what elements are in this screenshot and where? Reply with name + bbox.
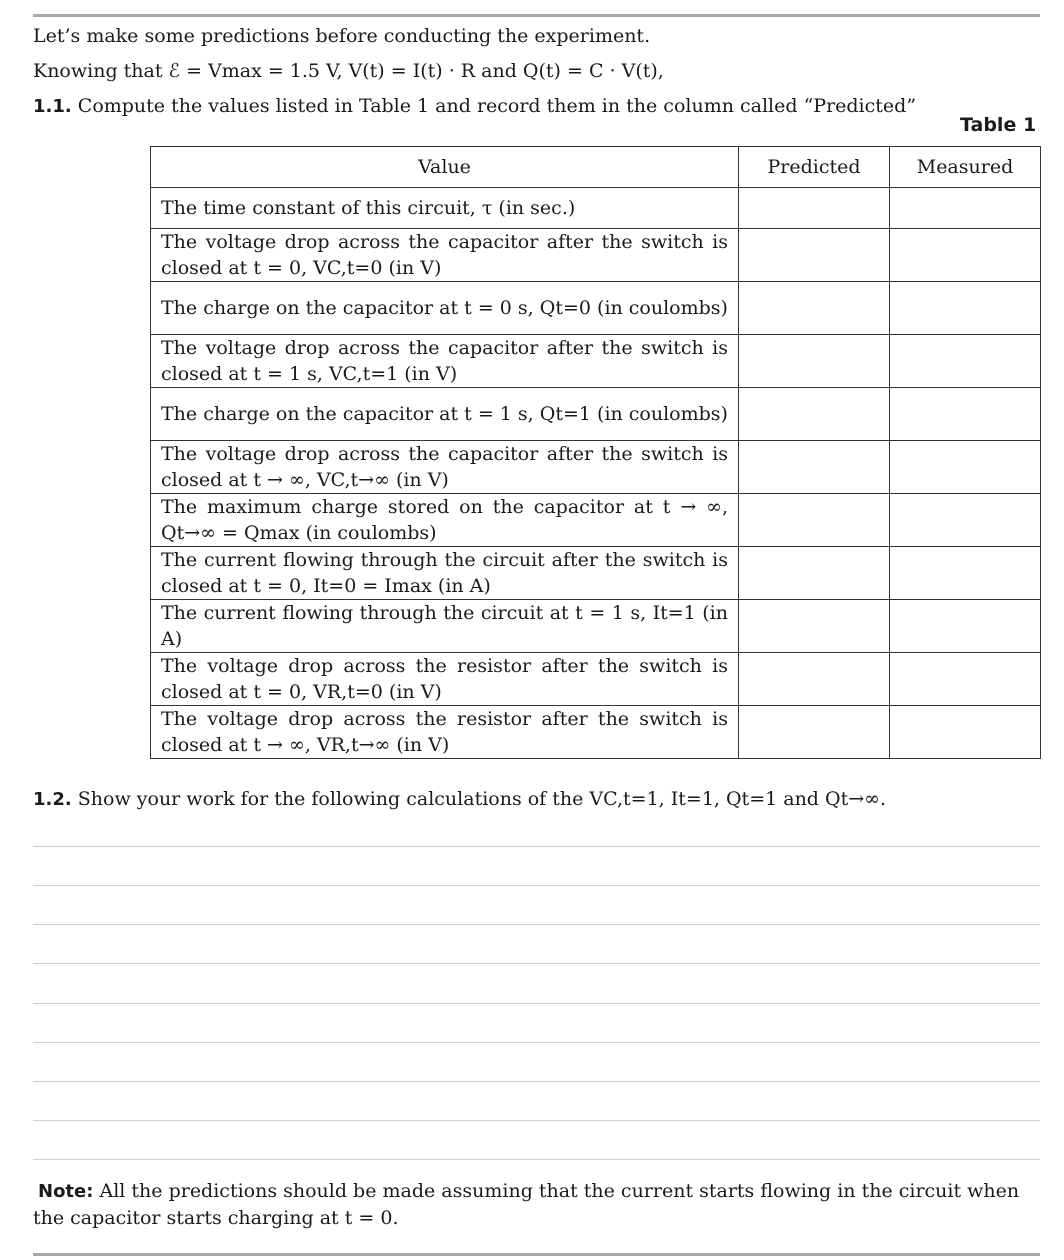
question-1-1 bbox=[33, 95, 916, 117]
table-row bbox=[151, 547, 1041, 600]
table-row bbox=[151, 188, 1041, 229]
measured-cell[interactable] bbox=[890, 494, 1041, 547]
note-text: All the predictions should be made assuming that the current starts flowing in the circuit when the capacitor starts charging at t = 0. bbox=[33, 1180, 1020, 1229]
bottom-rule bbox=[33, 1253, 1040, 1256]
measured-cell[interactable] bbox=[890, 388, 1041, 441]
measured-cell[interactable] bbox=[890, 282, 1041, 335]
row-description: The voltage drop across the capacitor after the switch is closed at t = 0, VC,t=0 (in V) bbox=[151, 229, 739, 282]
row-description: The voltage drop across the resistor after the switch is closed at t → ∞, VR,t→∞ (in V) bbox=[151, 706, 739, 759]
intro-line-1: Let’s make some predictions before conducting the experiment. bbox=[33, 25, 651, 47]
writing-line[interactable] bbox=[33, 846, 1040, 847]
writing-line[interactable] bbox=[33, 1042, 1040, 1043]
table-row bbox=[151, 388, 1041, 441]
writing-line[interactable] bbox=[33, 1159, 1040, 1160]
predicted-cell[interactable] bbox=[739, 229, 890, 282]
question-1-2-text: Show your work for the following calculations of the VC,t=1, It=1, Qt=1 and Qt→∞. bbox=[77, 788, 887, 810]
table-row bbox=[151, 600, 1041, 653]
measured-cell[interactable] bbox=[890, 706, 1041, 759]
predicted-cell[interactable] bbox=[739, 494, 890, 547]
note-label: Note: bbox=[38, 1181, 94, 1202]
top-rule bbox=[33, 14, 1040, 17]
question-1-2-label: 1.2. bbox=[33, 789, 72, 810]
question-1-1-text: Compute the values listed in Table 1 and record them in the column called “Predicted” bbox=[77, 95, 917, 117]
predicted-cell[interactable] bbox=[739, 600, 890, 653]
table-row bbox=[151, 335, 1041, 388]
measured-cell[interactable] bbox=[890, 547, 1041, 600]
writing-line[interactable] bbox=[33, 1120, 1040, 1121]
note bbox=[33, 1178, 1043, 1232]
measured-cell[interactable] bbox=[890, 188, 1041, 229]
row-description: The voltage drop across the capacitor after the switch is closed at t = 1 s, VC,t=1 (in V) bbox=[151, 335, 739, 388]
predicted-cell[interactable] bbox=[739, 441, 890, 494]
measured-cell[interactable] bbox=[890, 229, 1041, 282]
writing-line[interactable] bbox=[33, 963, 1040, 964]
header-value: Value bbox=[151, 147, 739, 188]
row-description: The voltage drop across the resistor after the switch is closed at t = 0, VR,t=0 (in V) bbox=[151, 653, 739, 706]
row-description: The maximum charge stored on the capacitor at t → ∞, Qt→∞ = Qmax (in coulombs) bbox=[151, 494, 739, 547]
predictions-table bbox=[150, 146, 1041, 759]
question-1-2 bbox=[33, 788, 886, 810]
row-description: The current flowing through the circuit after the switch is closed at t = 0, It=0 = Imax (in A) bbox=[151, 547, 739, 600]
predicted-cell[interactable] bbox=[739, 335, 890, 388]
row-description: The voltage drop across the capacitor after the switch is closed at t → ∞, VC,t→∞ (in V) bbox=[151, 441, 739, 494]
table-row bbox=[151, 282, 1041, 335]
table-row bbox=[151, 653, 1041, 706]
table-row bbox=[151, 706, 1041, 759]
writing-line[interactable] bbox=[33, 924, 1040, 925]
measured-cell[interactable] bbox=[890, 335, 1041, 388]
header-measured: Measured bbox=[890, 147, 1041, 188]
row-description: The time constant of this circuit, τ (in sec.) bbox=[151, 188, 739, 229]
writing-line[interactable] bbox=[33, 1081, 1040, 1082]
row-description: The current flowing through the circuit at t = 1 s, It=1 (in A) bbox=[151, 600, 739, 653]
predicted-cell[interactable] bbox=[739, 547, 890, 600]
table-row bbox=[151, 229, 1041, 282]
table-row bbox=[151, 441, 1041, 494]
question-1-1-label: 1.1. bbox=[33, 96, 72, 117]
measured-cell[interactable] bbox=[890, 600, 1041, 653]
row-description: The charge on the capacitor at t = 1 s, Qt=1 (in coulombs) bbox=[151, 388, 739, 441]
header-predicted: Predicted bbox=[739, 147, 890, 188]
predicted-cell[interactable] bbox=[739, 282, 890, 335]
predicted-cell[interactable] bbox=[739, 653, 890, 706]
measured-cell[interactable] bbox=[890, 441, 1041, 494]
writing-line[interactable] bbox=[33, 885, 1040, 886]
predicted-cell[interactable] bbox=[739, 388, 890, 441]
row-description: The charge on the capacitor at t = 0 s, Qt=0 (in coulombs) bbox=[151, 282, 739, 335]
table-row bbox=[151, 494, 1041, 547]
writing-line[interactable] bbox=[33, 1003, 1040, 1004]
intro-line-2: Knowing that ℰ = Vmax = 1.5 V, V(t) = I(t) · R and Q(t) = C · V(t), bbox=[33, 60, 664, 82]
measured-cell[interactable] bbox=[890, 653, 1041, 706]
table-caption: Table 1 bbox=[960, 114, 1037, 136]
predicted-cell[interactable] bbox=[739, 188, 890, 229]
predicted-cell[interactable] bbox=[739, 706, 890, 759]
